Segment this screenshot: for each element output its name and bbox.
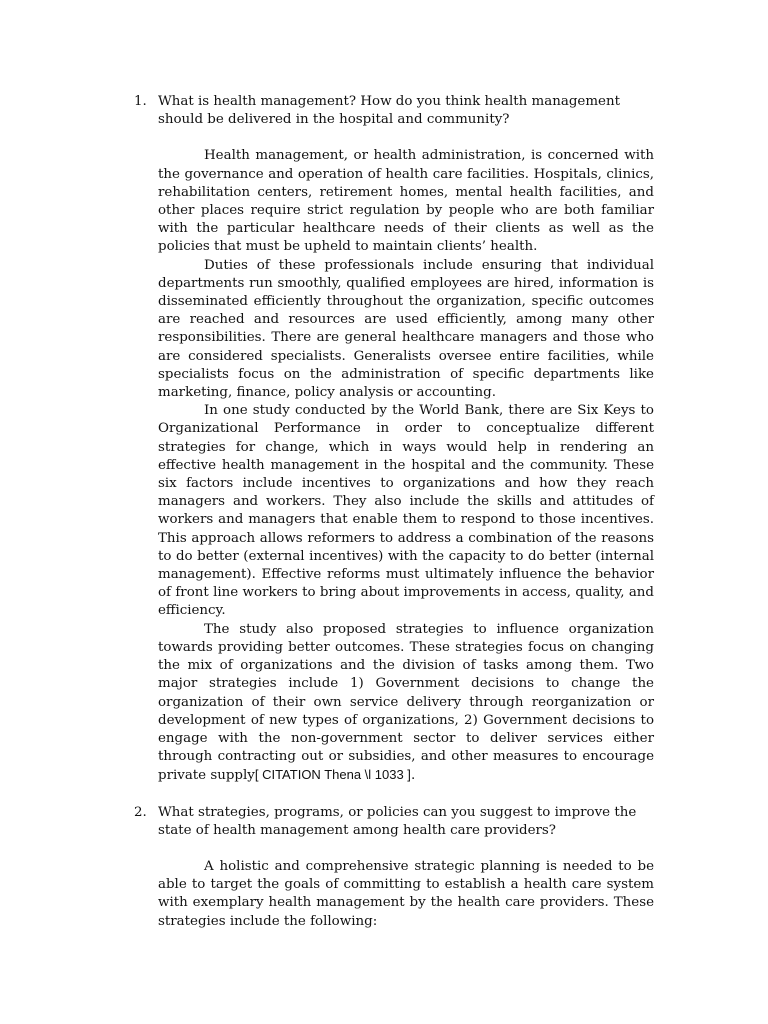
spacer [134,840,654,858]
question-number: 1. [134,94,147,109]
question-number: 2. [134,804,147,820]
paragraph: Duties of these professionals include ensuring that individual departments run smoothly, qualified employees are hired, information is disseminated efficiently throughout the organization, specific outcomes are reached and resources are used efficiently, among many other responsibilities. There are general healthcare managers and those who are considered specialists. Generalists oversee entire facilities, while specialists focus on the administration of specific departments like marketing, finance, policy analysis or accounting. [158,257,654,401]
answer-2 [158,858,654,931]
question-text: What strategies, programs, or policies can you suggest to improve the state of health management among health care providers? [158,804,637,838]
paragraph: Health management, or health administration, is concerned with the governance and operation of health care facilities. Hospitals, clinics, rehabilitation centers, retirement homes, mental health facilities, and other places require strict regulation by people who are both familiar with the particular healthcare needs of their clients as well as the policies that must be upheld to maintain clients’ health. [158,148,654,255]
spacer [134,786,654,804]
paragraph-with-citation [158,621,654,786]
question-2 [134,804,654,840]
paragraph: In one study conducted by the World Bank, there are Six Keys to Organizational Performance in order to conceptualize different strategies for change, which in ways would help in rendering an effective health management in the hospital and the community. These six factors include incentives to organizations and how they reach managers and workers. They also include the skills and attitudes of workers and managers that enable them to respond to those incentives. This approach allows reformers to address a combination of the reasons to do better (external incentives) with the capacity to do better (internal management). Effective reforms must ultimately influence the behavior of front line workers to bring about improvements in access, quality, and efficiency. [158,403,654,619]
answer-1 [158,147,654,785]
spacer [134,129,654,147]
paragraph-text: The study also proposed strategies to influence organization towards providing better outcomes. These strategies focus on changing the mix of organizations and the division of tasks among them. Two major strategies include 1) Government decisions to change the organization of their own service delivery through reorganization or development of new types of organizations, 2) Government decisions to engage with the non-government sector to deliver services either through contracting out or subsidies, and other measures to encourage private supply [158,621,654,784]
question-1 [134,93,654,129]
question-text: What is health management? How do you think health management should be delivered in the hospital and community? [158,94,620,128]
citation-period: . [410,768,416,784]
document-body [134,93,654,931]
paragraph: A holistic and comprehensive strategic planning is needed to be able to target the goals of committing to establish a health care system with exemplary health management by the health care providers. These strategies include the following: [158,858,654,929]
citation-field: [ CITATION Thena \l 1033 ] [254,767,411,783]
